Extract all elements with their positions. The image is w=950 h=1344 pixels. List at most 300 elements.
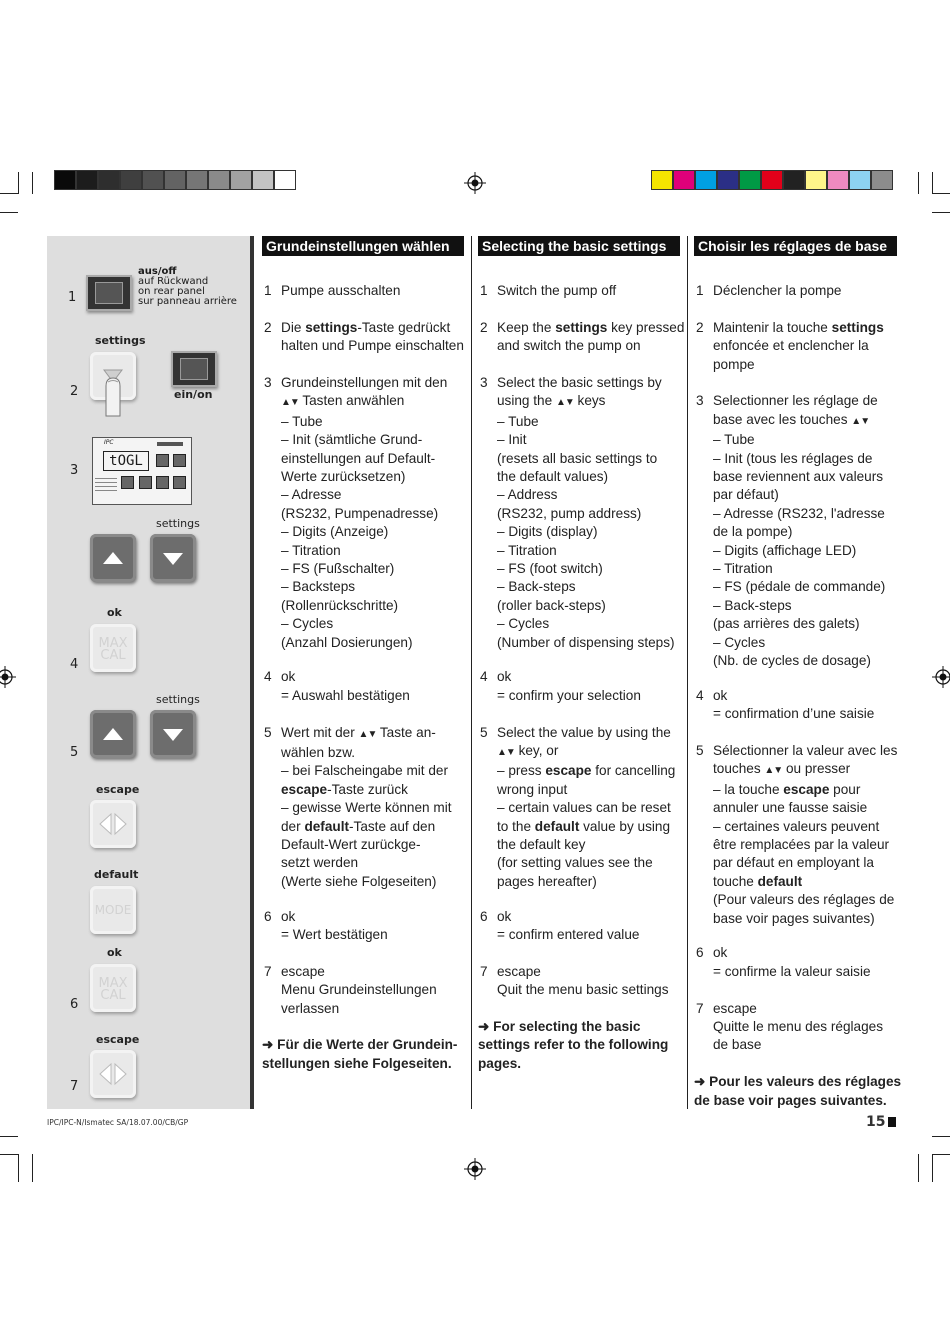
bold-term: escape [281, 781, 328, 797]
step-line [281, 505, 447, 523]
text-run: = confirme la valeur saisie [713, 963, 871, 979]
text-run: – FS (pédale de commande) [713, 579, 886, 595]
text-run: Select the basic settings by [497, 375, 662, 390]
crop-mark [918, 1154, 919, 1182]
crop-mark [0, 1136, 18, 1137]
down-arrow-key [150, 534, 196, 582]
text-run: Wert mit der [281, 724, 359, 740]
color-swatch [761, 170, 783, 190]
step-line [281, 431, 447, 449]
text-run: base avec les touches [713, 411, 852, 427]
step-line [281, 578, 447, 596]
step-number: 7 [696, 1000, 704, 1016]
step-line [497, 413, 675, 431]
step-line [281, 687, 410, 705]
text-run: Tasten anwählen [298, 393, 405, 409]
text-run: pages hereafter) [497, 873, 597, 889]
step-line [713, 818, 897, 836]
step-line [497, 319, 684, 337]
section-header: Choisir les réglages de base [694, 236, 897, 256]
text-run: – press [497, 763, 546, 779]
crop-mark [932, 1154, 933, 1182]
text-run: key, or [514, 743, 559, 758]
step-line [497, 981, 669, 999]
settings-key-pressed [90, 352, 136, 400]
step-line [497, 542, 675, 560]
registration-mark-icon [464, 1158, 486, 1180]
step-line [713, 337, 884, 355]
default-key-label: default [94, 868, 139, 881]
text-run: (Anzahl Dosierungen) [281, 634, 413, 650]
step-line [281, 413, 447, 431]
text-run: = confirm entered value [497, 927, 640, 942]
step-text [281, 668, 410, 705]
text-run: – Digits (affichage LED) [713, 542, 857, 558]
text-run: ok [281, 669, 296, 685]
text-run: touches [713, 761, 765, 777]
text-run: halten und Pumpe einschalten [281, 338, 464, 354]
step-line [281, 781, 452, 799]
step-text [281, 282, 400, 300]
settings-key-label: settings [156, 693, 200, 706]
step-text [497, 319, 684, 356]
color-swatch [120, 170, 142, 190]
text-run: – Adresse (RS232, l'adresse [713, 505, 885, 521]
step-line [713, 505, 885, 523]
crop-mark [918, 172, 919, 194]
step-line [497, 963, 669, 981]
step-line [497, 781, 675, 799]
text-run: – Back-steps [713, 597, 792, 613]
max-cal-key [90, 964, 136, 1012]
ok-key-label: ok [107, 606, 122, 619]
step-number: 1 [68, 290, 77, 305]
text-run: (RS232, pump address) [497, 505, 642, 521]
step-line [713, 799, 897, 817]
power-switch-icon [86, 275, 132, 311]
step-number: 4 [264, 669, 272, 685]
step-number: 3 [70, 463, 79, 478]
text-run: Menu Grundeinstellungen [281, 982, 437, 998]
text-run: – Tube [713, 432, 755, 448]
step-line [281, 374, 447, 392]
step-line [281, 615, 447, 633]
text-run: to the [497, 818, 535, 834]
step-number: 3 [480, 375, 488, 390]
step-line [713, 411, 885, 431]
step-line [713, 615, 885, 633]
step-line [281, 523, 447, 541]
step-line [281, 762, 452, 780]
mode-key [90, 886, 136, 934]
step-text [281, 908, 388, 945]
text-run: -Taste zurück [327, 781, 408, 797]
step-text [713, 742, 897, 928]
column-english [478, 236, 685, 1071]
display-led-rows [95, 478, 117, 494]
text-run: Grundeinstellungen mit den [281, 375, 448, 390]
crop-mark [0, 193, 18, 194]
crop-mark [32, 1154, 33, 1182]
step-line [713, 282, 841, 300]
text-run: using the [497, 393, 556, 409]
step-line [713, 597, 885, 615]
step-line [713, 356, 884, 374]
step-text [281, 319, 464, 356]
step-line [497, 742, 675, 762]
crop-mark [18, 1154, 19, 1182]
text-run: (for setting values see the [497, 855, 653, 871]
step-number: 5 [480, 724, 488, 740]
text-run: (resets all basic settings to [497, 450, 658, 466]
step-line [497, 560, 675, 578]
text-run: – Cycles [713, 634, 766, 650]
text-run: – Tube [497, 413, 539, 429]
see-following-pages-note [478, 1018, 668, 1073]
text-run: (Rollenrückschritte) [281, 597, 399, 613]
text-run: – Tube [281, 413, 323, 429]
color-swatch [142, 170, 164, 190]
color-swatch [230, 170, 252, 190]
step-line [281, 468, 447, 486]
step-text [713, 944, 871, 981]
text-run: Select the value by using the [497, 724, 671, 740]
text-run: Werte zurücksetzen) [281, 469, 406, 485]
step-line [713, 542, 885, 560]
text-run: – Cycles [281, 616, 334, 632]
step-line [281, 926, 388, 944]
color-swatch [717, 170, 739, 190]
display-small-key [139, 476, 152, 489]
step-number: 7 [264, 963, 272, 979]
step-line [497, 282, 616, 300]
settings-key-label: settings [95, 334, 146, 347]
step-text [497, 724, 675, 892]
step-line [713, 742, 897, 760]
text-run: – Titration [713, 561, 773, 577]
text-run: ok [497, 908, 512, 924]
column-french [694, 236, 902, 1108]
step-line [497, 486, 675, 504]
step-line [713, 873, 897, 891]
section-header: Grundeinstellungen wählen [262, 236, 464, 256]
text-run: = confirmation d’une saisie [713, 706, 875, 722]
step-line [713, 1036, 883, 1054]
step-line [713, 523, 885, 541]
step-line [713, 1000, 883, 1018]
up-down-arrows-icon: ▲▼ [281, 397, 299, 409]
step-line [281, 282, 400, 300]
up-down-arrows-icon: ▲▼ [555, 397, 574, 409]
step-line [497, 908, 639, 926]
text-run: Quitte le menu des réglages [713, 1019, 884, 1034]
step-number: 6 [696, 945, 704, 961]
step-line [713, 468, 885, 486]
text-run: setzt werden [281, 855, 359, 871]
step-text [713, 282, 841, 300]
text-run: – bei Falscheingabe mit der [281, 763, 448, 779]
step-line [497, 724, 675, 742]
step-line [713, 634, 885, 652]
text-run: – Titration [497, 542, 557, 558]
text-run: Maintenir la touche [713, 319, 832, 335]
crop-mark [932, 1136, 950, 1137]
step-number: 1 [264, 283, 272, 298]
text-run: value by using [579, 818, 671, 834]
text-run: – Titration [281, 542, 341, 558]
up-down-arrows-icon: ▲▼ [497, 747, 515, 758]
text-run: einstellungen auf Default- [281, 450, 436, 466]
step-line [497, 634, 675, 652]
text-run: wählen bzw. [281, 745, 356, 760]
step-text [281, 963, 437, 1018]
crop-mark [932, 193, 950, 194]
switch-label-line: on rear panel [138, 286, 205, 297]
crop-mark [932, 212, 950, 213]
text-run: (pas arrières des galets) [713, 616, 860, 632]
step-line [713, 560, 885, 578]
up-arrow-key [90, 534, 136, 582]
step-line [713, 891, 897, 909]
power-switch-on-icon [171, 351, 217, 387]
text-run: ou presser [782, 761, 851, 777]
step-number: 6 [70, 997, 79, 1012]
crop-mark [32, 172, 33, 194]
color-swatch [805, 170, 827, 190]
color-swatch [54, 170, 76, 190]
step-line [281, 963, 437, 981]
step-text [713, 1000, 883, 1055]
registration-mark-icon [464, 172, 486, 194]
text-run: Quit the menu basic settings [497, 982, 669, 998]
step-text [497, 668, 641, 705]
step-line [281, 744, 452, 762]
up-down-arrows-icon: ▲▼ [358, 728, 377, 740]
note-line: ➜ Für die Werte der Grundein- [262, 1037, 458, 1053]
step-number: 6 [480, 908, 488, 924]
text-run: – Init (sämtliche Grund- [281, 432, 423, 448]
color-swatch [164, 170, 186, 190]
step-line [497, 668, 641, 686]
color-swatch [827, 170, 849, 190]
step-text [713, 687, 874, 724]
text-run: (Number of dispensing steps) [497, 634, 675, 650]
step-line [713, 578, 885, 596]
text-run: – certaines valeurs peuvent [713, 818, 880, 834]
text-run: escape [281, 963, 325, 979]
text-run: Taste an- [376, 724, 436, 740]
bold-term: settings [555, 319, 608, 335]
note-line: ➜ Pour les valeurs des réglages [694, 1074, 902, 1090]
text-run: de base [713, 1037, 762, 1053]
step-line [497, 392, 675, 412]
color-swatch [208, 170, 230, 190]
text-run: Déclencher la pompe [713, 283, 842, 298]
step-line [281, 854, 452, 872]
step-line [497, 615, 675, 633]
step-number: 2 [696, 319, 704, 335]
step-line [497, 450, 675, 468]
bold-term: escape [545, 763, 592, 779]
text-run: – certain values can be reset [497, 800, 671, 816]
step-number: 7 [480, 963, 488, 979]
instruction-sidebar [47, 236, 253, 1109]
bold-term: escape [783, 781, 830, 797]
key-text: MODE [94, 903, 132, 917]
step-text [497, 374, 675, 652]
step-number: 5 [70, 745, 79, 760]
text-run: – gewisse Werte können mit [281, 800, 452, 816]
step-line [497, 578, 675, 596]
text-run: – Adresse [281, 487, 342, 503]
escape-key [90, 800, 136, 848]
color-swatch [849, 170, 871, 190]
text-run: ok [497, 669, 512, 685]
display-readout: tOGL [103, 451, 149, 471]
step-line [281, 392, 447, 412]
switch-label-line: aus/off [138, 266, 177, 277]
display-small-key [156, 454, 169, 467]
step-line [713, 836, 897, 854]
note-line: de base voir pages suivantes. [694, 1092, 887, 1108]
text-run: the default values) [497, 469, 609, 485]
text-run: Sélectionner la valeur avec les [713, 743, 898, 758]
step-text [497, 908, 639, 945]
step-line [713, 1018, 883, 1036]
escape-key-label: escape [96, 783, 140, 796]
text-run: par défaut) [713, 487, 779, 503]
text-run: der [281, 818, 305, 834]
pump-display-panel [92, 437, 192, 505]
bold-term: default [534, 818, 580, 834]
key-text: MAX [98, 636, 128, 651]
text-run: – la touche [713, 781, 784, 797]
step-line [497, 337, 684, 355]
text-run: – FS (foot switch) [497, 561, 603, 577]
up-down-arrows-icon: ▲▼ [851, 415, 870, 427]
step-text [713, 392, 885, 670]
color-swatch [98, 170, 120, 190]
step-line [713, 431, 885, 449]
text-run: base voir pages suivantes) [713, 910, 875, 926]
step-number: 6 [264, 908, 272, 924]
switch-label [138, 267, 237, 307]
color-swatch [695, 170, 717, 190]
crop-mark [0, 1154, 18, 1155]
color-swatch [186, 170, 208, 190]
step-text [713, 319, 884, 374]
text-run: key pressed [607, 319, 685, 335]
text-run: escape [497, 963, 541, 979]
finger-press-icon [90, 352, 136, 424]
key-text: CAL [100, 988, 126, 1003]
step-text [281, 374, 447, 652]
step-line [713, 687, 874, 705]
step-line [497, 854, 675, 872]
step-line [281, 799, 452, 817]
text-run: – Back-steps [497, 579, 576, 595]
step-number: 5 [264, 724, 272, 740]
step-line [713, 450, 885, 468]
color-swatch [651, 170, 673, 190]
color-swatch [673, 170, 695, 190]
down-arrow-key [150, 710, 196, 758]
step-line [497, 505, 675, 523]
key-text: CAL [100, 648, 126, 663]
step-text [281, 724, 452, 892]
crop-mark [0, 212, 18, 213]
text-run: Die [281, 319, 306, 335]
section-header: Selecting the basic settings [478, 236, 680, 256]
text-run: wrong input [497, 781, 568, 797]
text-run: ok [713, 687, 728, 703]
text-run: Default-Wert zurückge- [281, 837, 421, 853]
step-line [713, 652, 885, 670]
text-run: base reviennent aux valeurs [713, 469, 884, 485]
text-run: être remplacées par la valeur [713, 837, 890, 853]
text-run: – Digits (Anzeige) [281, 524, 389, 540]
step-line [497, 597, 675, 615]
step-number: 4 [480, 669, 488, 685]
step-line [497, 926, 639, 944]
step-line [281, 542, 447, 560]
text-run: (RS232, Pumpenadresse) [281, 505, 439, 521]
note-line: pages. [478, 1055, 522, 1071]
step-number: 2 [264, 319, 272, 335]
switch-label-line: auf Rückwand [138, 276, 209, 287]
crop-mark [18, 172, 19, 194]
text-run: Pumpe ausschalten [281, 283, 401, 298]
step-line [281, 560, 447, 578]
text-run: pour [829, 781, 861, 797]
text-run: – FS (Fußschalter) [281, 561, 395, 577]
note-line: settings refer to the following [478, 1037, 669, 1053]
step-line [713, 854, 897, 872]
registration-mark-icon [932, 666, 950, 688]
see-following-pages-note [262, 1036, 457, 1073]
color-swatch [783, 170, 805, 190]
ok-key-label: ok [107, 946, 122, 959]
page-number: 15 [866, 1114, 886, 1130]
text-run: – Init (tous les réglages de [713, 450, 873, 466]
document-code: IPC/IPC-N/Ismatec SA/18.07.00/CB/GP [47, 1118, 189, 1127]
note-line: stellungen siehe Folgeseiten. [262, 1055, 452, 1071]
step-text [497, 282, 616, 300]
step-number: 7 [70, 1079, 79, 1094]
step-line [497, 836, 675, 854]
text-run: Keep the [497, 319, 556, 335]
up-arrow-key [90, 710, 136, 758]
step-number: 1 [696, 283, 704, 298]
step-line [497, 431, 675, 449]
display-logo [157, 442, 183, 446]
text-run: – Address [497, 487, 558, 503]
step-line [281, 818, 452, 836]
step-line [281, 981, 437, 999]
step-line [281, 724, 452, 744]
display-brand: IPC [104, 439, 114, 446]
display-small-key [173, 454, 186, 467]
step-line [281, 634, 447, 652]
text-run: Switch the pump off [497, 283, 617, 298]
text-run: par défaut en employant la [713, 855, 874, 871]
step-line [497, 523, 675, 541]
see-following-pages-note [694, 1073, 901, 1110]
crop-mark [932, 172, 933, 194]
sidebar-divider [250, 236, 254, 1109]
step-line [281, 337, 464, 355]
text-run: enfoncée et enclencher la [713, 338, 869, 354]
